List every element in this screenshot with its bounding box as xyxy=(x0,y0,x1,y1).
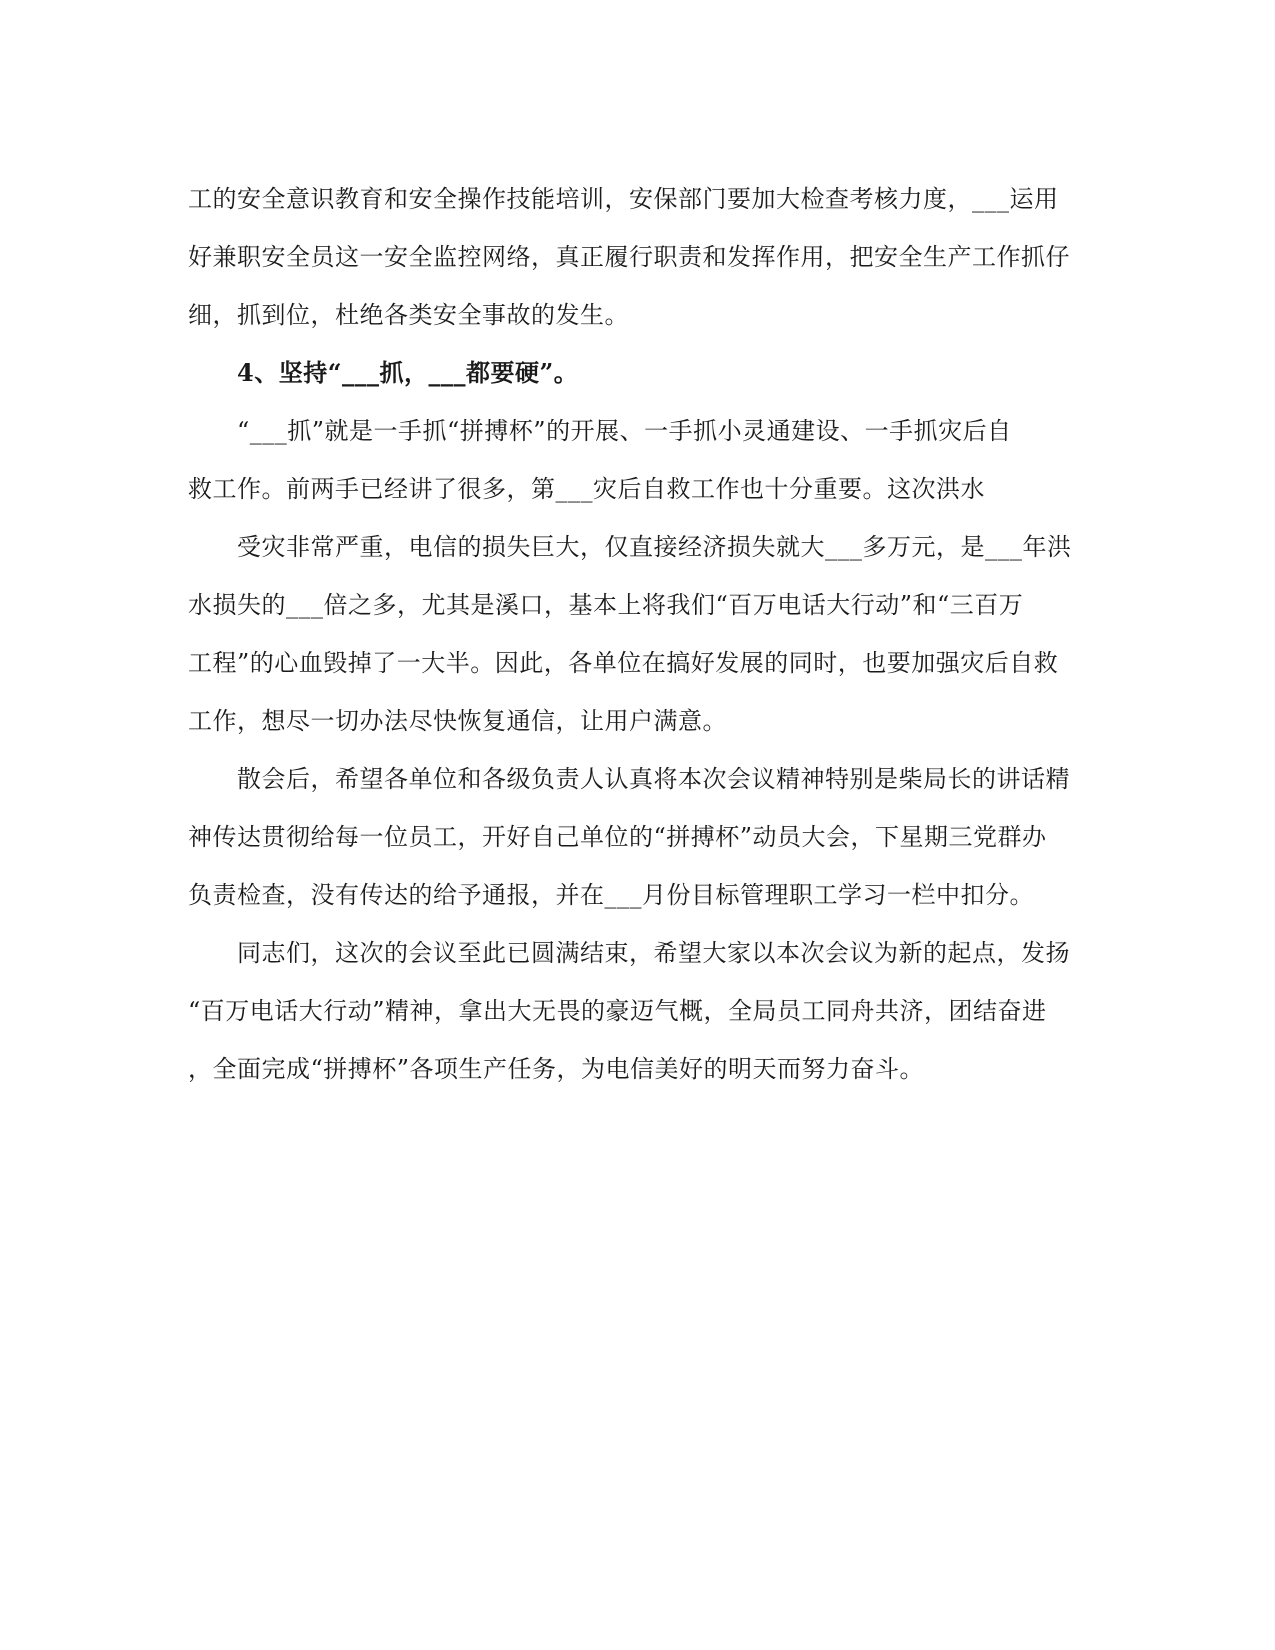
text-line: 工程”的心血毁掉了一大半。因此，各单位在搞好发展的同时，也要加强灾后自救 xyxy=(188,649,1059,677)
text-line: 工的安全意识教育和安全操作技能培训，安保部门要加大检查考核力度，___运用 xyxy=(188,185,1059,213)
text-line: 神传达贯彻给每一位员工，开好自己单位的“拼搏杯”动员大会，下星期三党群办 xyxy=(188,823,1047,851)
text-line: 细，抓到位，杜绝各类安全事故的发生。 xyxy=(188,301,629,329)
section-heading: 4、坚持“___抓，___都要硬”。 xyxy=(237,358,579,387)
text-line: 同志们，这次的会议至此已圆满结束，希望大家以本次会议为新的起点，发扬 xyxy=(237,939,1070,967)
text-line: 受灾非常严重，电信的损失巨大，仅直接经济损失就大___多万元，是___年洪 xyxy=(237,533,1072,561)
text-line: “百万电话大行动”精神，拿出大无畏的豪迈气概，全局员工同舟共济，团结奋进 xyxy=(188,997,1047,1025)
document-body xyxy=(188,170,1088,1098)
text-line: 水损失的___倍之多，尤其是溪口，基本上将我们“百万电话大行动”和“三百万 xyxy=(188,591,1024,619)
text-line: 工作，想尽一切办法尽快恢复通信，让用户满意。 xyxy=(188,707,727,735)
text-line: “___抓”就是一手抓“拼搏杯”的开展、一手抓小灵通建设、一手抓灾后自 xyxy=(237,417,1012,445)
text-line: 好兼职安全员这一安全监控网络，真正履行职责和发挥作用，把安全生产工作抓仔 xyxy=(188,243,1070,271)
text-line: 散会后，希望各单位和各级负责人认真将本次会议精神特别是柴局长的讲话精 xyxy=(237,765,1070,793)
text-line: ，全面完成“拼搏杯”各项生产任务，为电信美好的明天而努力奋斗。 xyxy=(188,1055,925,1083)
text-line: 救工作。前两手已经讲了很多，第___灾后自救工作也十分重要。这次洪水 xyxy=(188,475,985,503)
text-line: 负责检查，没有传达的给予通报，并在___月份目标管理职工学习一栏中扣分。 xyxy=(188,881,1034,909)
